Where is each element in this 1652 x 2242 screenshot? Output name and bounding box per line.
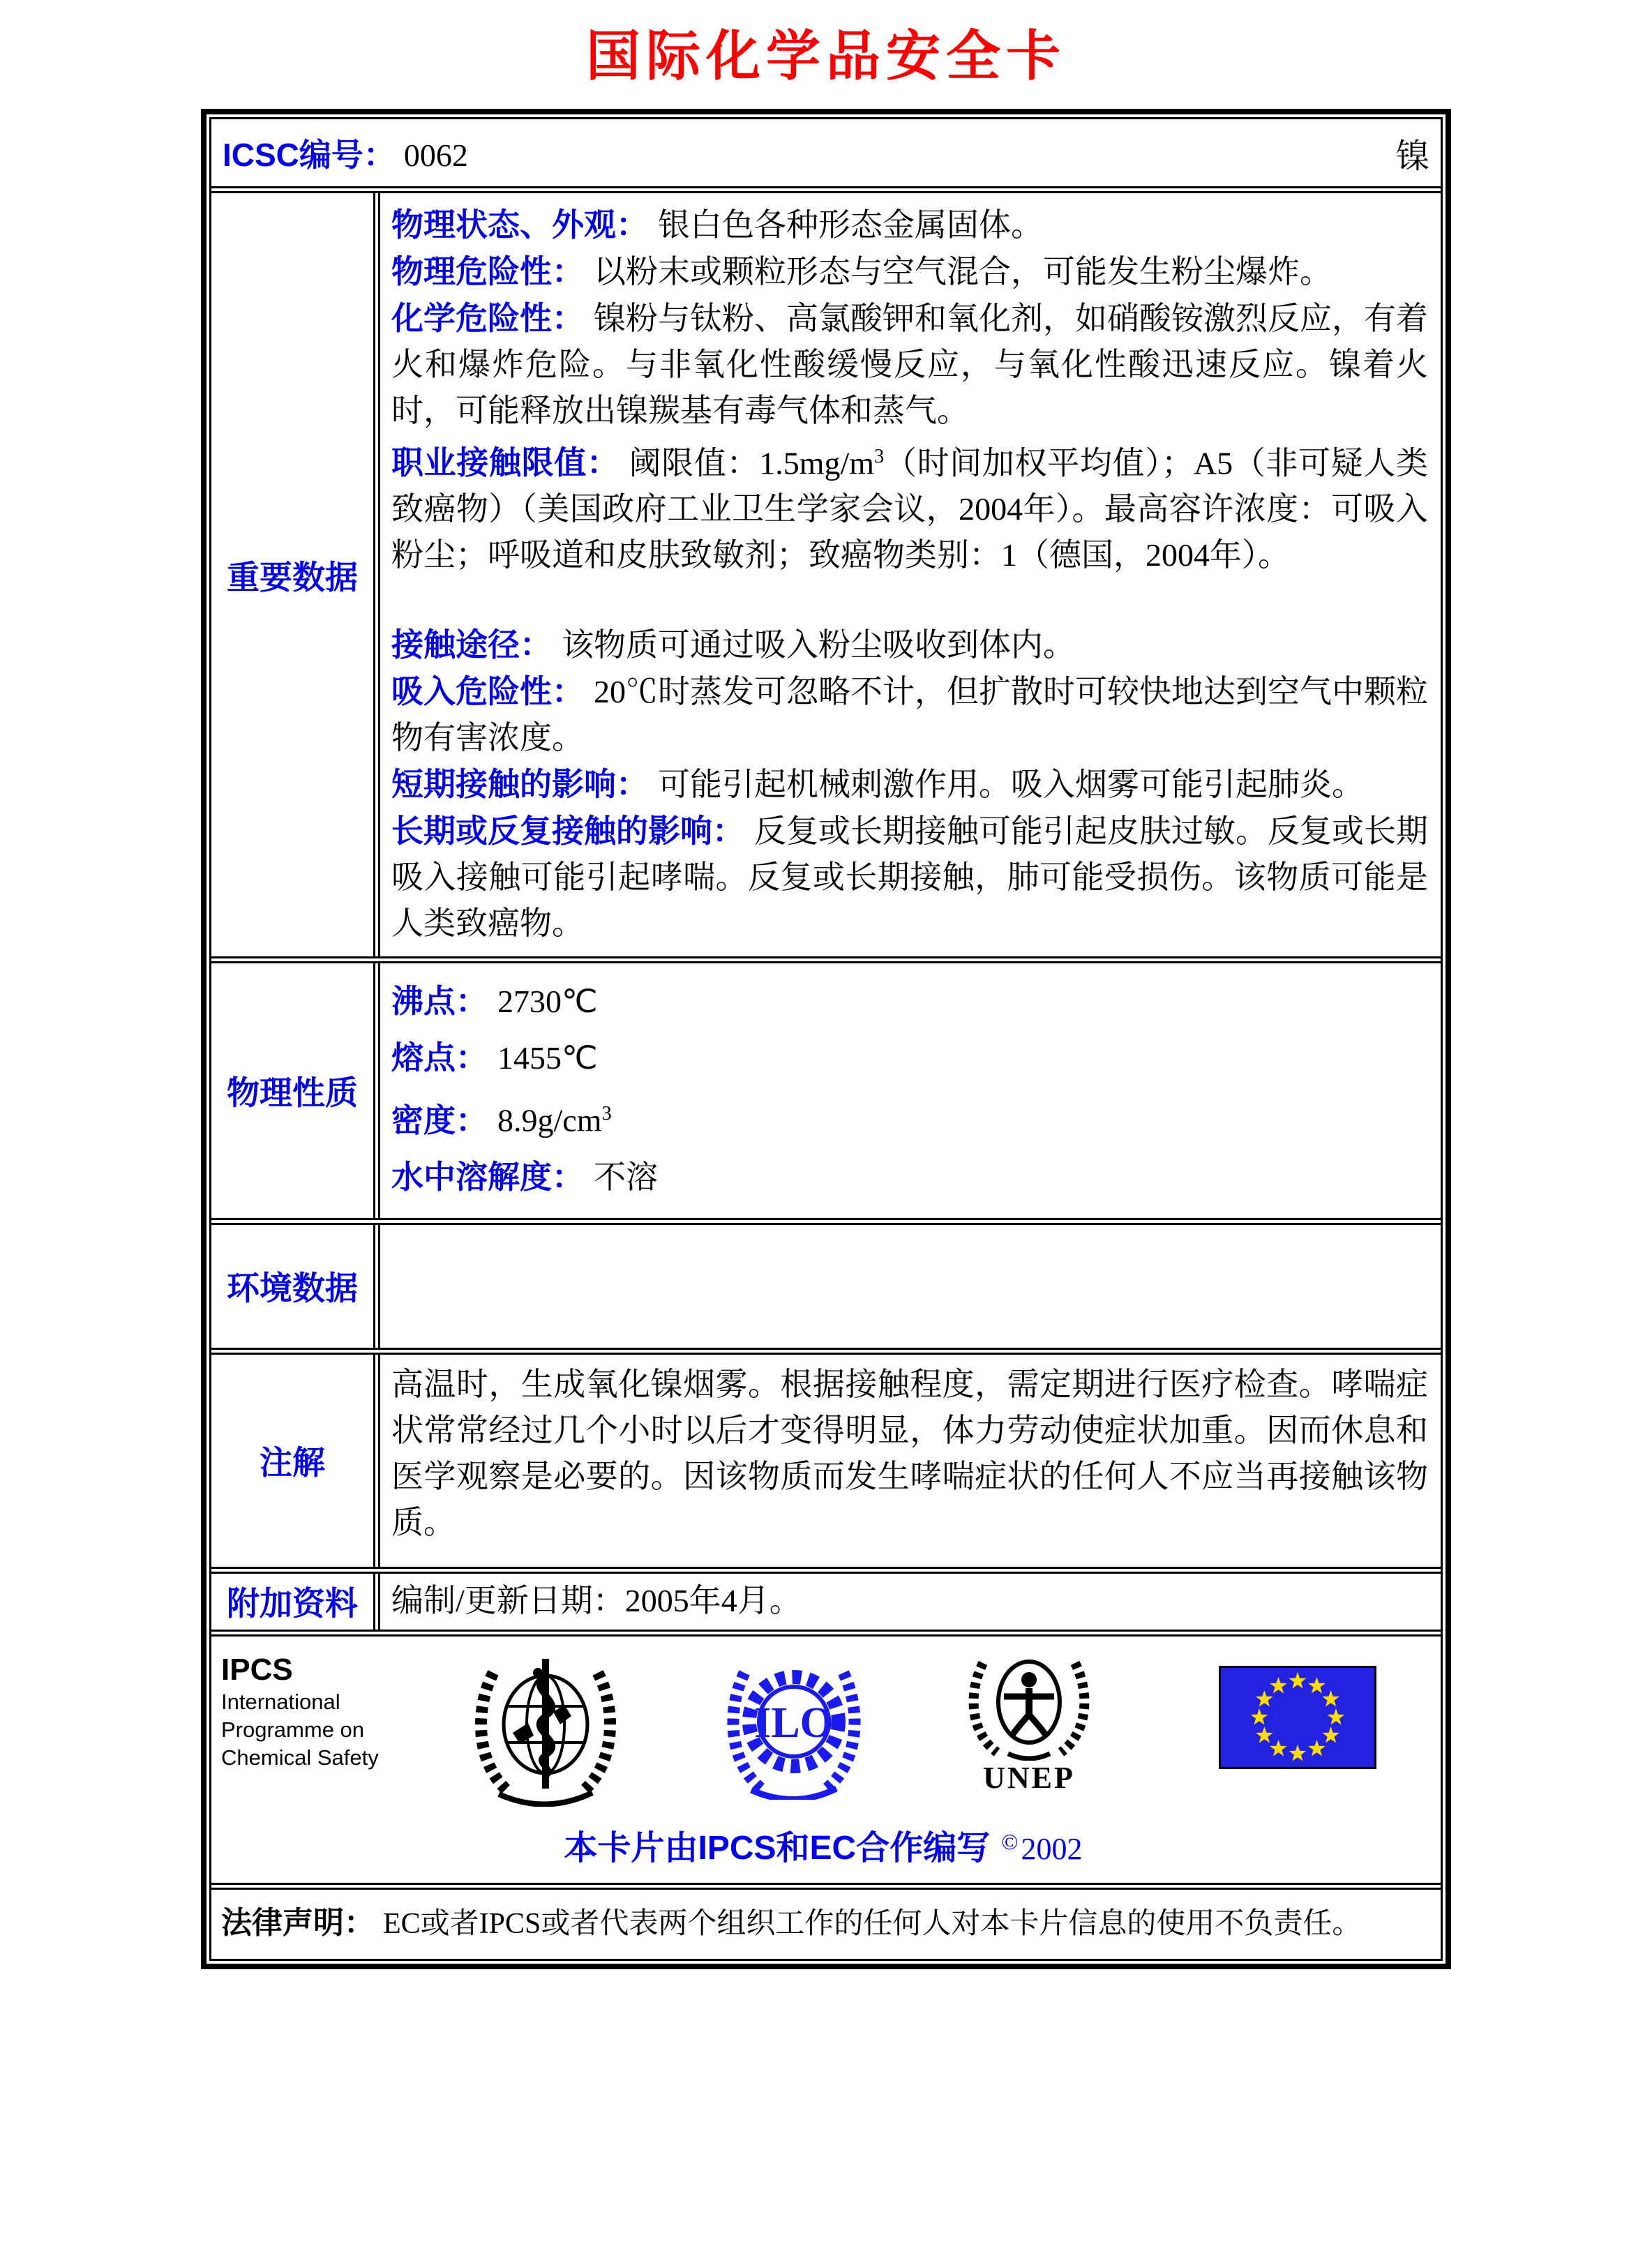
copyright-line — [221, 1821, 1425, 1869]
water-solubility-item — [391, 1149, 1428, 1205]
ipcs-subtitle-line3: Chemical Safety — [221, 1745, 379, 1770]
notes-row — [211, 1348, 1441, 1567]
physical-properties-section-label: 物理性质 — [211, 963, 380, 1217]
chemical-danger-item — [391, 295, 1428, 434]
physical-danger-item — [391, 248, 1428, 295]
density-superscript: 3 — [601, 1103, 612, 1125]
card-header-row — [211, 119, 1441, 186]
unep-logo-block — [966, 1648, 1092, 1796]
icsc-number-group — [223, 130, 468, 176]
inhalation-risk-text: 20℃时蒸发可忽略不计，但扩散时可较快地达到空气中颗粒物有害浓度。 — [391, 674, 1428, 756]
logos-line — [221, 1648, 1425, 1807]
important-data-section-label: 重要数据 — [211, 193, 380, 956]
environmental-data-row — [211, 1218, 1441, 1348]
notes-section-label: 注解 — [211, 1355, 380, 1567]
short-term-effect-text: 可能引起机械刺激作用。吸入烟雾可能引起肺炎。 — [658, 767, 1364, 803]
occupational-limit-label: 职业接触限值： — [391, 444, 620, 481]
melting-point-label: 熔点： — [391, 1039, 488, 1076]
water-solubility-value: 不溶 — [594, 1159, 658, 1195]
environmental-data-content — [380, 1225, 1441, 1348]
short-term-effect-item — [391, 761, 1428, 808]
footer-logos-row — [211, 1630, 1441, 1883]
copyright-year: 2002 — [1021, 1831, 1083, 1866]
ipcs-text-block — [221, 1648, 444, 1772]
water-solubility-label: 水中溶解度： — [391, 1158, 584, 1195]
unep-label: UNEP — [983, 1760, 1075, 1795]
melting-point-item — [391, 1030, 1428, 1086]
ipcs-acronym: IPCS — [221, 1652, 293, 1687]
icsc-number-label: ICSC编号： — [223, 137, 396, 173]
occupational-limit-superscript: 3 — [874, 446, 885, 467]
important-data-content — [380, 193, 1441, 956]
page — [0, 13, 1652, 1969]
copyright-text: 本卡片由IPCS和EC合作编写 — [564, 1829, 991, 1867]
chemical-danger-label: 化学危险性： — [391, 300, 584, 336]
physical-state-label: 物理状态、外观： — [391, 206, 648, 243]
long-term-effect-label: 长期或反复接触的影响： — [391, 813, 744, 850]
important-data-row — [211, 186, 1441, 956]
occupational-limit-text-pre: 阈限值：1.5mg/m — [629, 445, 875, 481]
inhalation-risk-label: 吸入危险性： — [391, 673, 584, 710]
occupational-limit-text-post: （时间加权平均值）；A5（非可疑人类致癌物）（美国政府工业卫生学家会议，2004年）。最高容许浓度：可吸入粉尘；呼吸道和皮肤致敏剂；致癌物类别：1（德国，2004年）。 — [391, 445, 1428, 573]
exposure-route-item — [391, 622, 1428, 668]
long-term-effect-text: 反复或长期接触可能引起皮肤过敏。反复或长期吸入接触可能引起哮喘。反复或长期接触，肺可能受损伤。该物质可能是人类致癌物。 — [391, 813, 1428, 942]
exposure-route-text: 该物质可通过吸入粉尘吸收到体内。 — [562, 627, 1075, 663]
physical-properties-row — [211, 956, 1441, 1217]
icsc-card-inner — [209, 117, 1443, 1961]
long-term-effect-item — [391, 808, 1428, 947]
density-value: 8.9g/cm — [497, 1102, 602, 1138]
unep-logo-icon — [966, 1648, 1092, 1761]
ipcs-subtitle-line1: International — [221, 1689, 340, 1714]
substance-name: 镍 — [1395, 137, 1429, 175]
density-label: 密度： — [391, 1101, 488, 1138]
icsc-card — [201, 109, 1451, 1969]
occupational-limit-item — [391, 434, 1428, 578]
blank-line-spacer — [391, 578, 1428, 622]
additional-info-section-label: 附加资料 — [211, 1574, 380, 1630]
exposure-route-label: 接触途径： — [391, 626, 552, 663]
physical-properties-content — [380, 963, 1441, 1217]
icsc-number-value: 0062 — [403, 137, 468, 173]
notes-text: 高温时，生成氧化镍烟雾。根据接触程度，需定期进行医疗检查。哮喘症状常常经过几个小时以后才变得明显，体力劳动使症状加重。因而休息和医学观察是必要的。因该物质而发生哮喘症状的任何人不应当再接触该物质。 — [391, 1366, 1428, 1540]
environmental-data-section-label: 环境数据 — [211, 1225, 380, 1348]
physical-danger-label: 物理危险性： — [391, 253, 584, 289]
legal-text: EC或者IPCS或者代表两个组织工作的任何人对本卡片信息的使用不负责任。 — [383, 1907, 1362, 1940]
short-term-effect-label: 短期接触的影响： — [391, 766, 648, 803]
physical-state-text: 银白色各种形态金属固体。 — [658, 207, 1043, 243]
additional-info-row — [211, 1567, 1441, 1630]
chemical-danger-text: 镍粉与钛粉、高氯酸钾和氧化剂，如硝酸铵激烈反应，有着火和爆炸危险。与非氧化性酸缓慢反应，与氧化性酸迅速反应。镍着火时，可能释放出镍羰基有毒气体和蒸气。 — [391, 301, 1428, 428]
density-item — [391, 1086, 1428, 1148]
eu-flag-icon — [1219, 1666, 1376, 1769]
ilo-monogram-text: ILO — [754, 1699, 834, 1747]
ilo-logo-icon — [725, 1652, 863, 1800]
additional-info-content — [380, 1574, 1441, 1630]
physical-state-item — [391, 202, 1428, 248]
page-title: 国际化学品安全卡 — [585, 25, 1066, 86]
inhalation-risk-item — [391, 668, 1428, 761]
copyright-symbol: © — [1001, 1828, 1019, 1854]
physical-danger-text: 以粉末或颗粒形态与空气混合，可能发生粉尘爆炸。 — [594, 254, 1332, 289]
boiling-point-item — [391, 973, 1428, 1030]
who-logo-icon — [470, 1649, 622, 1807]
boiling-point-label: 沸点： — [391, 983, 488, 1020]
melting-point-value: 1455℃ — [497, 1040, 598, 1076]
boiling-point-value: 2730℃ — [497, 984, 598, 1020]
legal-label: 法律声明： — [221, 1905, 375, 1940]
ipcs-subtitle-line2: Programme on — [221, 1717, 365, 1742]
notes-content — [380, 1355, 1441, 1567]
legal-row — [211, 1883, 1441, 1959]
update-date-text: 编制/更新日期：2005年4月。 — [391, 1582, 802, 1618]
